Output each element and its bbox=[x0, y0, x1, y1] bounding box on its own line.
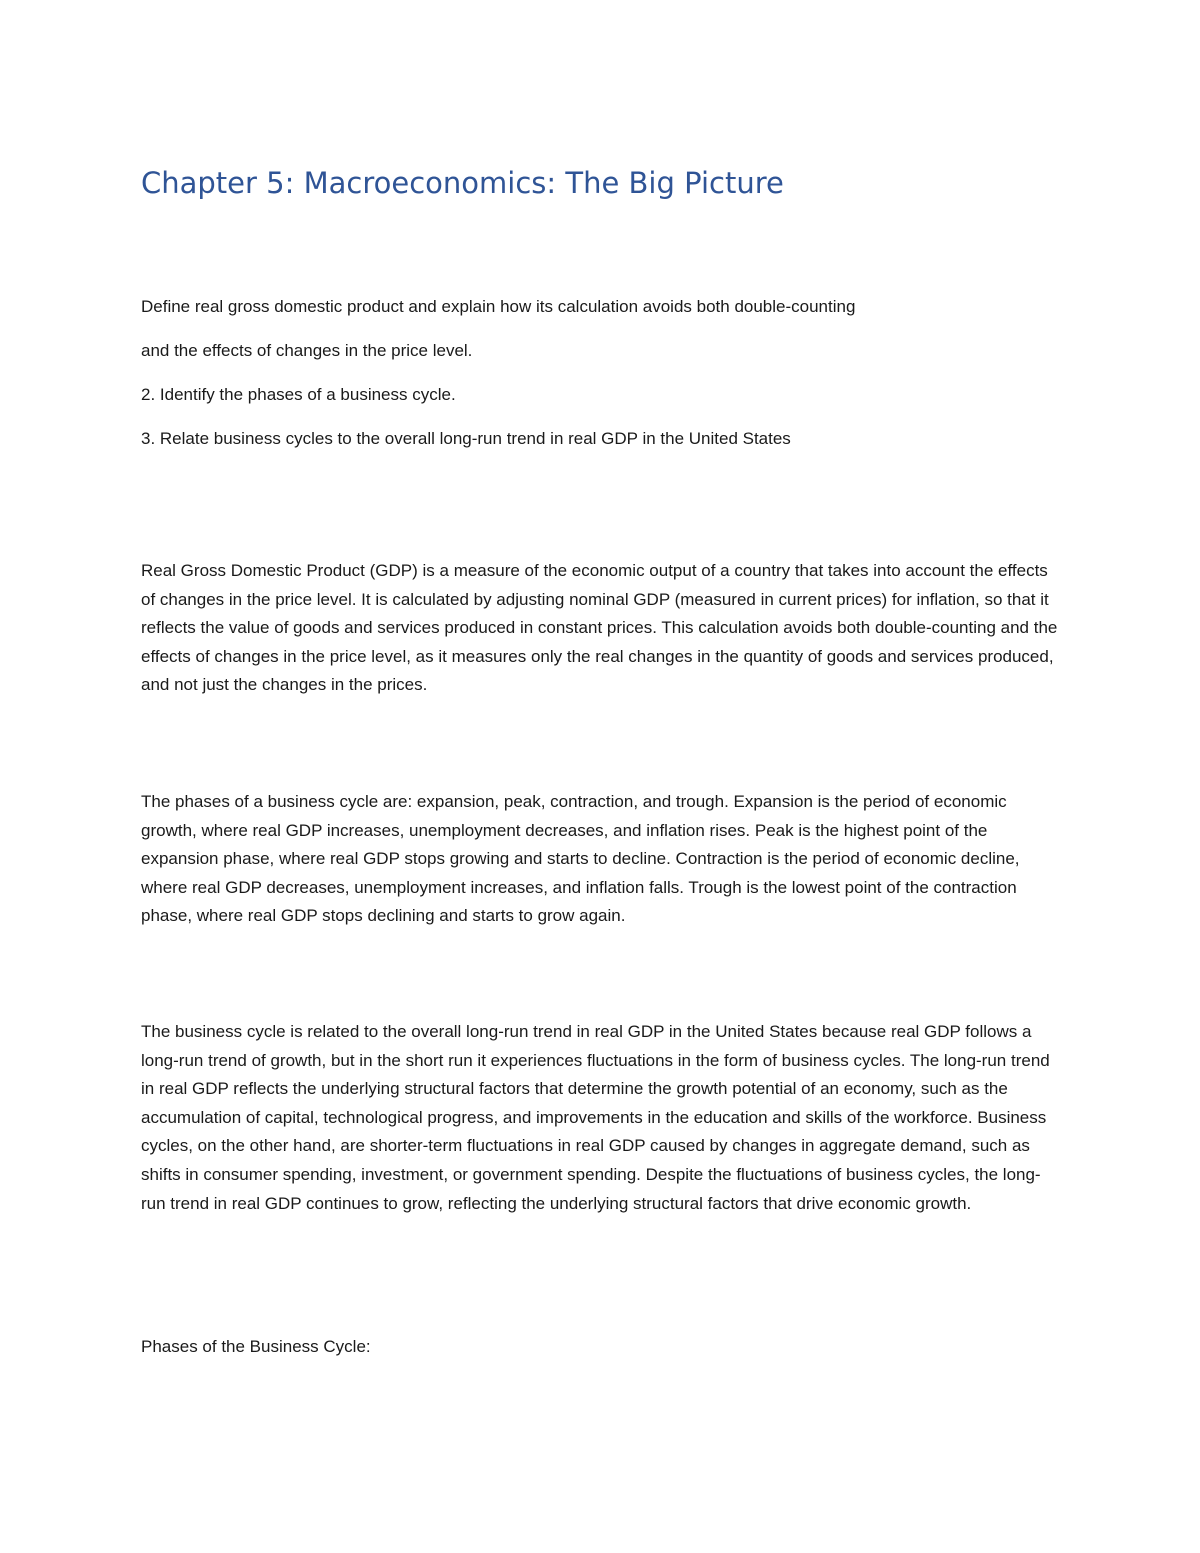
paragraph-long-run-trend: The business cycle is related to the overall long-run trend in real GDP in the United States because real GDP follows a long-run trend of growth, but in the short run it experiences fluctuations in the form of business cycles. The long-run trend in real GDP reflects the underlying structural factors that determine the growth potential of an economy, such as the accumulation of capital, technological progress, and improvements in the education and skills of the workforce. Business cycles, on the other hand, are shorter-term fluctuations in real GDP caused by changes in aggregate demand, such as shifts in consumer spending, investment, or government spending. Despite the fluctuations of business cycles, the long-run trend in real GDP continues to grow, reflecting the underlying structural factors that drive economic growth. bbox=[141, 1022, 1050, 1213]
chapter-title: Chapter 5: Macroeconomics: The Big Picture bbox=[141, 166, 784, 200]
objective-line-4: 3. Relate business cycles to the overall long-run trend in real GDP in the United States bbox=[141, 429, 791, 448]
section-heading: Phases of the Business Cycle: bbox=[141, 1337, 371, 1356]
objective-line-3: 2. Identify the phases of a business cycle. bbox=[141, 385, 456, 404]
paragraph-business-cycle-phases: The phases of a business cycle are: expansion, peak, contraction, and trough. Expansion is the period of economic growth, where real GDP increases, unemployment decreases, and inflation rises. Peak is the highest point of the expansion phase, where real GDP stops growing and starts to decline. Contraction is the period of economic decline, where real GDP decreases, unemployment increases, and inflation falls. Trough is the lowest point of the contraction phase, where real GDP stops declining and starts to grow again. bbox=[141, 792, 1020, 926]
objective-line-2: and the effects of changes in the price level. bbox=[141, 341, 473, 360]
paragraph-real-gdp: Real Gross Domestic Product (GDP) is a measure of the economic output of a country that takes into account the effects of changes in the price level. It is calculated by adjusting nominal GDP (measured in current prices) for inflation, so that it reflects the value of goods and services produced in constant prices. This calculation avoids both double-counting and the effects of changes in the price level, as it measures only the real changes in the quantity of goods and services produced, and not just the changes in the prices. bbox=[141, 561, 1058, 695]
objective-line-1: Define real gross domestic product and explain how its calculation avoids both double-counting bbox=[141, 297, 856, 316]
